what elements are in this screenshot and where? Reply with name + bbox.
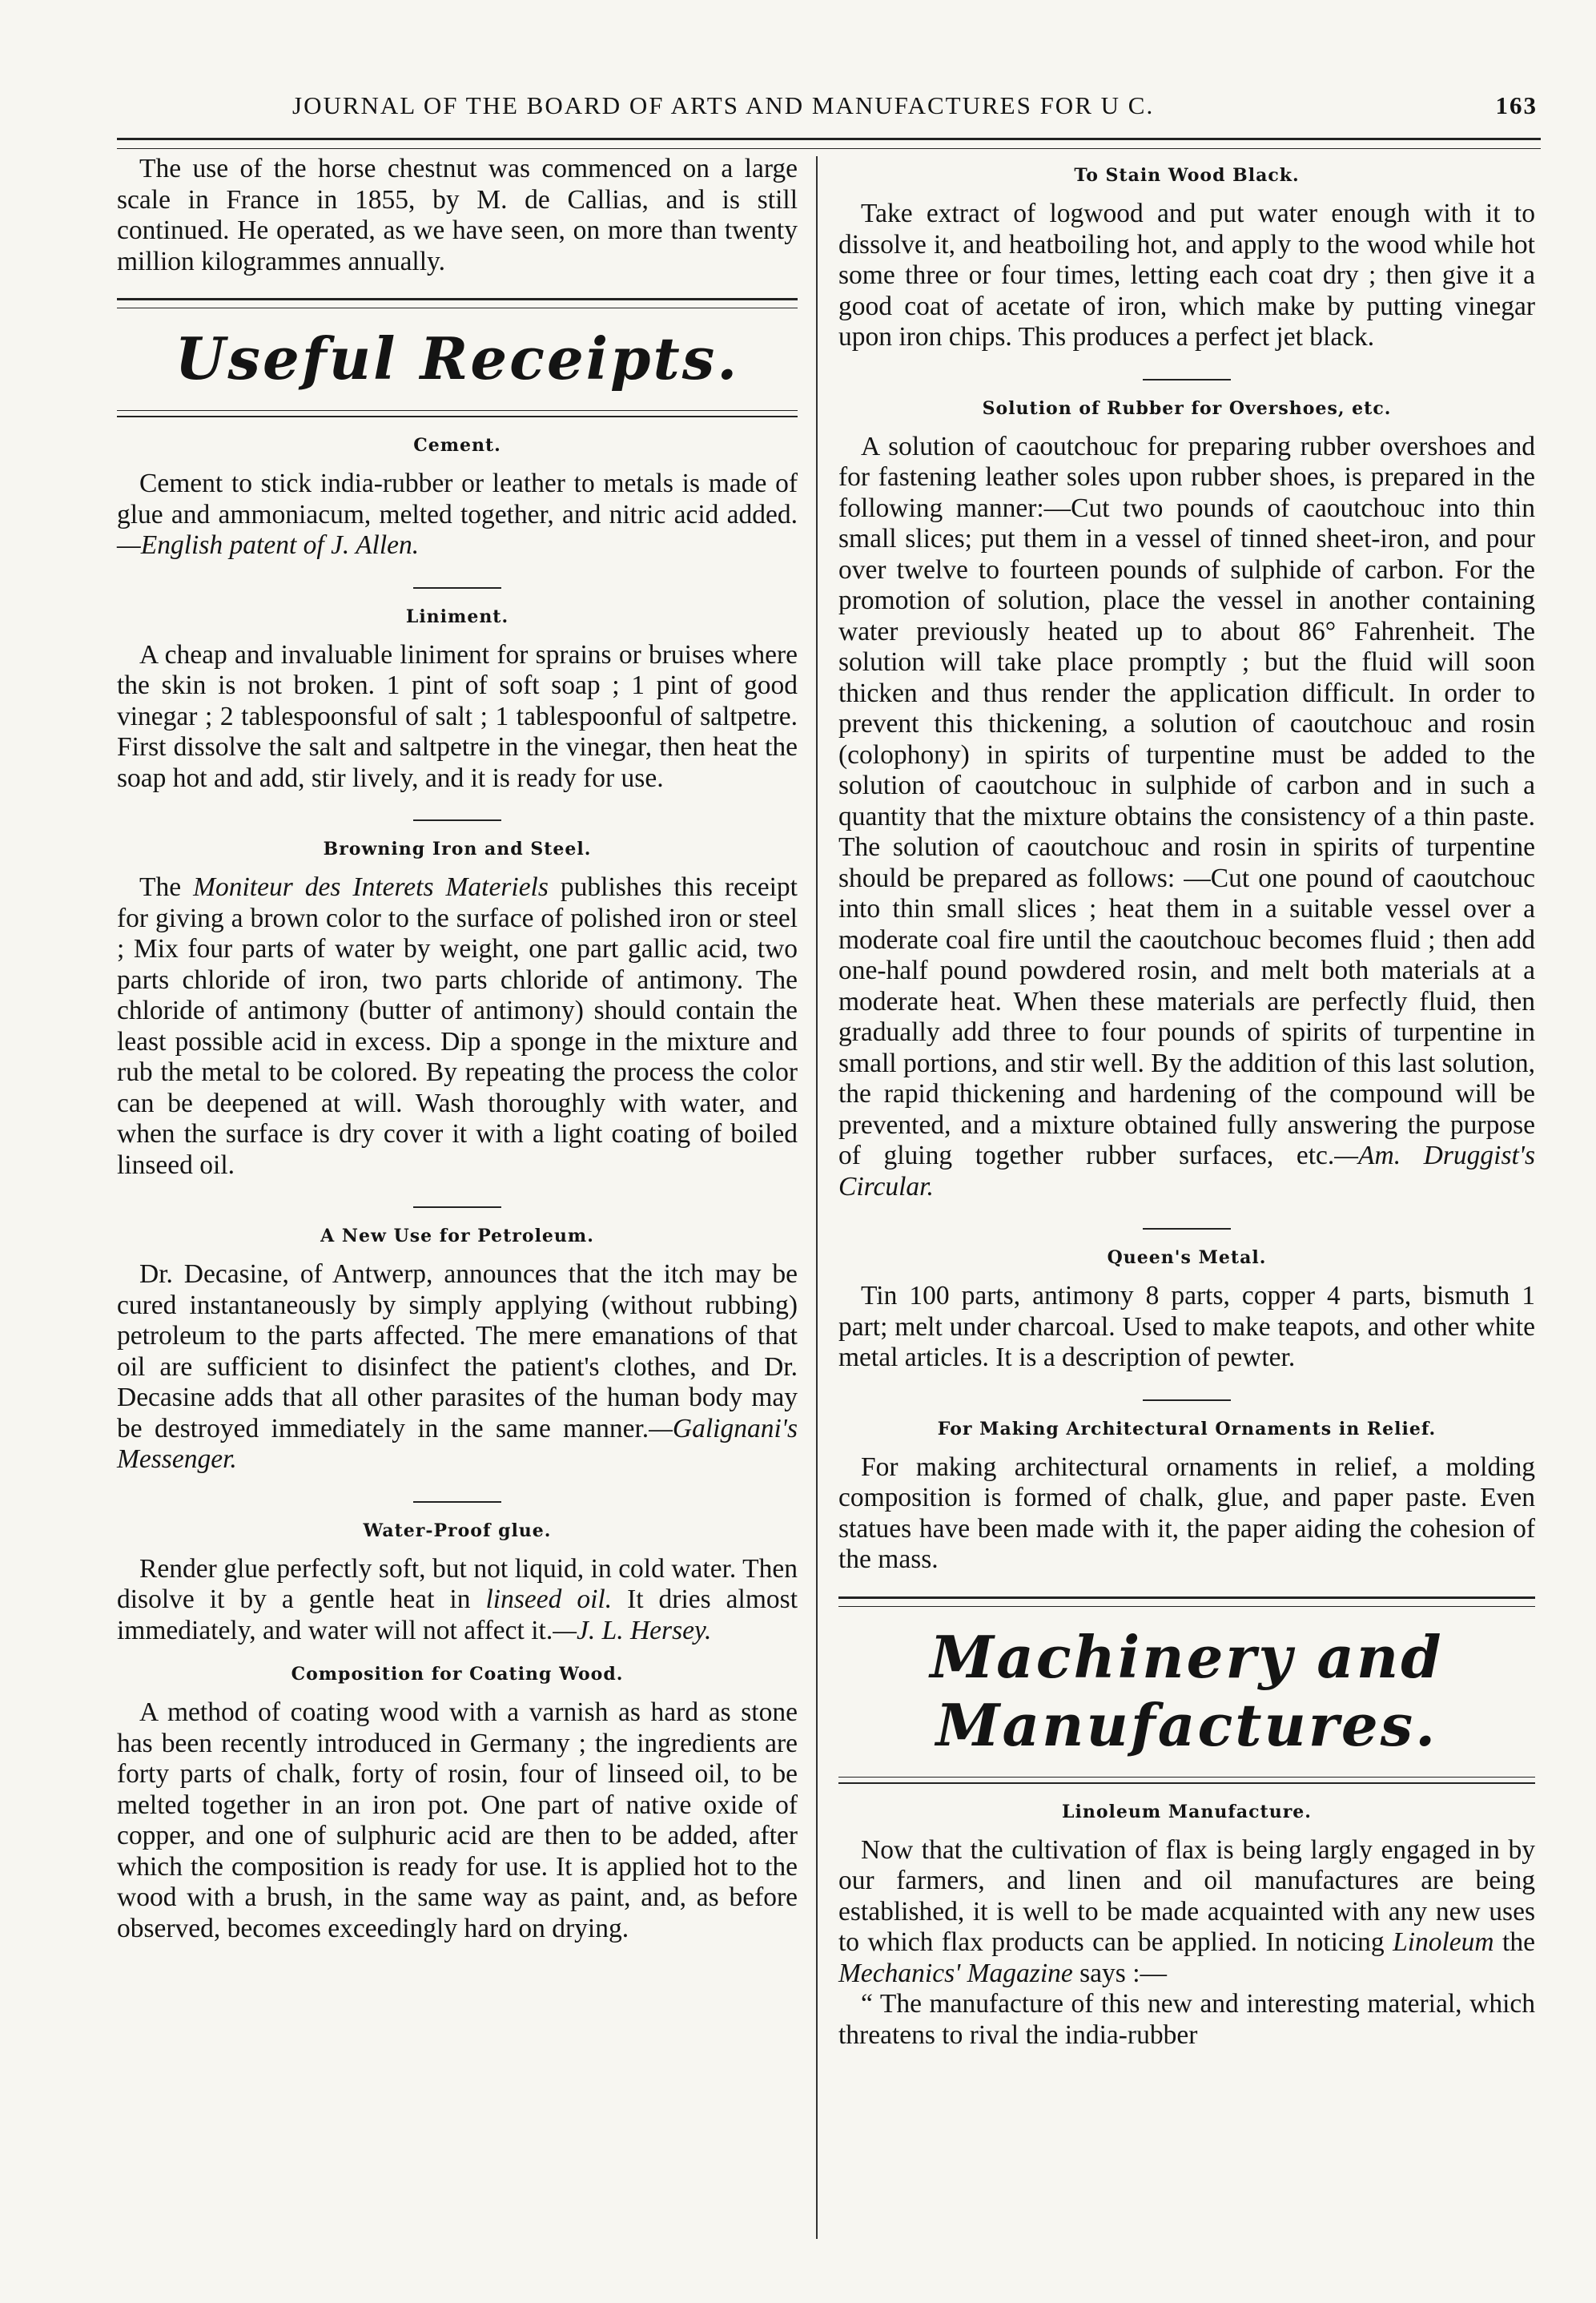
article-text: It dries almost immediately, and water will not affect it. [117,1584,798,1645]
article-text: The [139,872,194,902]
article-heading-ornaments: For Making Architectural Ornaments in Relief. [937,1418,1437,1439]
article-text: says :— [1072,1958,1168,1988]
article-heading-linoleum: Linoleum Manufacture. [1062,1801,1312,1822]
article-body-browning [117,872,798,1181]
article-body-stain: Take extract of logwood and put water enough with it to dissolve it, and heatboiling hot, and apply to the wood while hot some three or four times, letting each coat dry ; then give it a good coat of acetate of iron, which make by putting vinegar upon iron chips. This produces a perfect jet black. [838,199,1535,352]
article-heading-wood: Composition for Coating Wood. [291,1664,624,1685]
section-rule [838,1777,1535,1784]
section-title-machinery: Machinery and Manufactures. [930,1622,1444,1759]
journal-name: Mechanics' Magazine [838,1958,1073,1988]
article-text: publishes this receipt for giving a brown color to the surface of polished iron or steel ; Mix four parts of water by weight, one part gallic acid, two parts chloride of iron, two parts chloride of antimony. The chloride of antimony (butter of antimony) should contain the least possible acid in excess. Dip a sponge in the mixture and rub the metal to be colored. By repeating the process the color can be deepened at will. Wash thoroughly with water, and when the surface is dry cover it with a light coating of boiled linseed oil. [117,872,798,1180]
journal-title: JOURNAL OF THE BOARD OF ARTS AND MANUFACTURES FOR U C. [292,91,1155,119]
article-text: Dr. Decasine, of Antwerp, announces that the itch may be cured instantaneously by simply applying (without rubbing) petroleum to the parts affected. The mere emanations of that oil are sufficient to disinfect the patient's clothes, and Dr. Decasine adds that all other parasites of the human body may be destroyed immediately in the same manner. [117,1259,798,1443]
article-text: the [1493,1927,1535,1957]
section-rule [838,1596,1535,1607]
divider-rule [1143,1228,1231,1230]
article-source: —J. L. Hersey. [553,1615,712,1645]
left-column [117,154,798,1944]
article-source: —Galignani's Messenger. [117,1413,798,1474]
article-heading-browning: Browning Iron and Steel. [323,839,592,860]
article-heading-liniment: Liniment. [405,606,509,627]
article-heading-stain: To Stain Wood Black. [1074,165,1300,186]
article-heading-queens-metal: Queen's Metal. [1107,1247,1267,1268]
divider-rule [413,587,501,589]
article-source: —Am. Druggist's Circular. [838,1141,1535,1202]
header-rule [117,138,1541,149]
article-heading-glue: Water-Proof glue. [363,1520,552,1541]
column-divider [816,156,818,2239]
article-body-petroleum [117,1259,798,1476]
article-body-queens-metal: Tin 100 parts, antimony 8 parts, copper 4 parts, bismuth 1 part; melt under charcoal. Used to make teapots, and other white metal articles. It is a description of pewter. [838,1281,1535,1372]
running-header [120,79,1538,127]
page-number: 163 [1495,91,1538,119]
emphasis: linseed oil. [485,1584,613,1614]
article-text: Render glue perfectly soft, but not liquid, in cold water. Then disolve it by a gentle heat in [117,1553,798,1614]
divider-rule [1143,379,1231,380]
article-body-wood: A method of coating wood with a varnish as hard as stone has been recently introduced in Germany ; the ingredients are forty parts of chalk, forty of rosin, four of linseed oil, to be melted together in an iron pot. One part of native oxide of copper, and one of sulphuric acid are then to be added, after which the composition is ready for use. It is applied hot to the wood with a brush, in the same way as paint, and, as before observed, becomes exceedingly hard on drying. [117,1697,798,1943]
emphasis: Linoleum [1393,1927,1494,1957]
article-heading-rubber: Solution of Rubber for Overshoes, etc. [982,397,1392,419]
article-text: A solution of caoutchouc for preparing rubber overshoes and for fastening leather soles upon rubber shoes, is prepared in the following manner:—Cut two pounds of caoutchouc into thin small slices; put them in a vessel of tinned sheet-iron, and pour over twelve to fourteen pounds of sulphide of carbon. For the promotion of solution, place the vessel in another containing water previously heated up to about 86° Fahrenheit. The solution will take place promptly ; but the fluid will soon thicken and thus render the application difficult. In order to prevent this thickening, a solution of caoutchouc and rosin (colophony) in spirits of turpentine must be added to the solution of caoutchouc in sulphide of carbon and in such a quantity that the mixture obtains the consistency of a thin paste. The solution of caoutchouc and rosin in spirits of turpentine should be prepared as follows: —Cut one pound of caoutchouc into thin small slices ; heat them in a suitable vessel over a moderate coal fire until the caoutchouc becomes fluid ; then add one-half pound powdered rosin, and melt both materials at a moderate heat. When these materials are perfectly fluid, then gradually add three to four pounds of spirits of turpentine in small portions, and stir well. By the addition of this last solution, the rapid thickening and hardening of the compound will be prevented, and a mixture obtained fully answering the purpose of gluing together rubber surfaces, etc. [838,431,1535,1170]
article-heading-cement: Cement. [413,435,501,456]
journal-name: Moniteur des Interets Materiels [193,872,549,902]
article-text: Now that the cultivation of flax is being largly engaged in by our farmers, and linen and oil manufactures are being established, it is well to be made acquainted with any new uses to which flax products can be applied. In noticing [838,1834,1535,1957]
divider-rule [413,1206,501,1208]
article-body-rubber [838,432,1535,1203]
article-quote-linoleum: “ The manufacture of this new and interesting material, which threatens to rival the india-rubber [838,1989,1535,2050]
intro-paragraph: The use of the horse chestnut was commenced on a large scale in France in 1855, by M. de Callias, and is still continued. He operated, as we have seen, on more than twenty million kilogrammes annually. [117,154,798,276]
section-rule [117,410,798,417]
article-body-liniment: A cheap and invaluable liniment for sprains or bruises where the skin is not broken. 1 pint of soft soap ; 1 pint of good vinegar ; 2 tablespoonsful of salt ; 1 tablespoonful of saltpetre. First dissolve the salt and saltpetre in the vinegar, then heat the soap hot and add, stir lively, and it is ready for use. [117,639,798,793]
section-title-useful-receipts: Useful Receipts. [175,324,740,393]
article-heading-petroleum: A New Use for Petroleum. [320,1226,594,1246]
article-body-ornaments: For making architectural ornaments in relief, a molding composition is formed of chalk, glue, and paper paste. Even statues have been made with it, the paper aiding the cohesion of the mass. [838,1451,1535,1574]
article-source: —English patent of J. Allen. [117,530,420,560]
divider-rule [413,1501,501,1503]
section-rule [117,298,798,308]
right-column [838,154,1535,2051]
article-text: Cement to stick india-rubber or leather to metals is made of glue and ammoniacum, melted together, and nitric acid added. [117,469,798,529]
article-body-cement [117,469,798,562]
divider-rule [413,819,501,821]
divider-rule [1143,1399,1231,1401]
article-body-glue [117,1554,798,1647]
article-body-linoleum [838,1835,1535,1990]
